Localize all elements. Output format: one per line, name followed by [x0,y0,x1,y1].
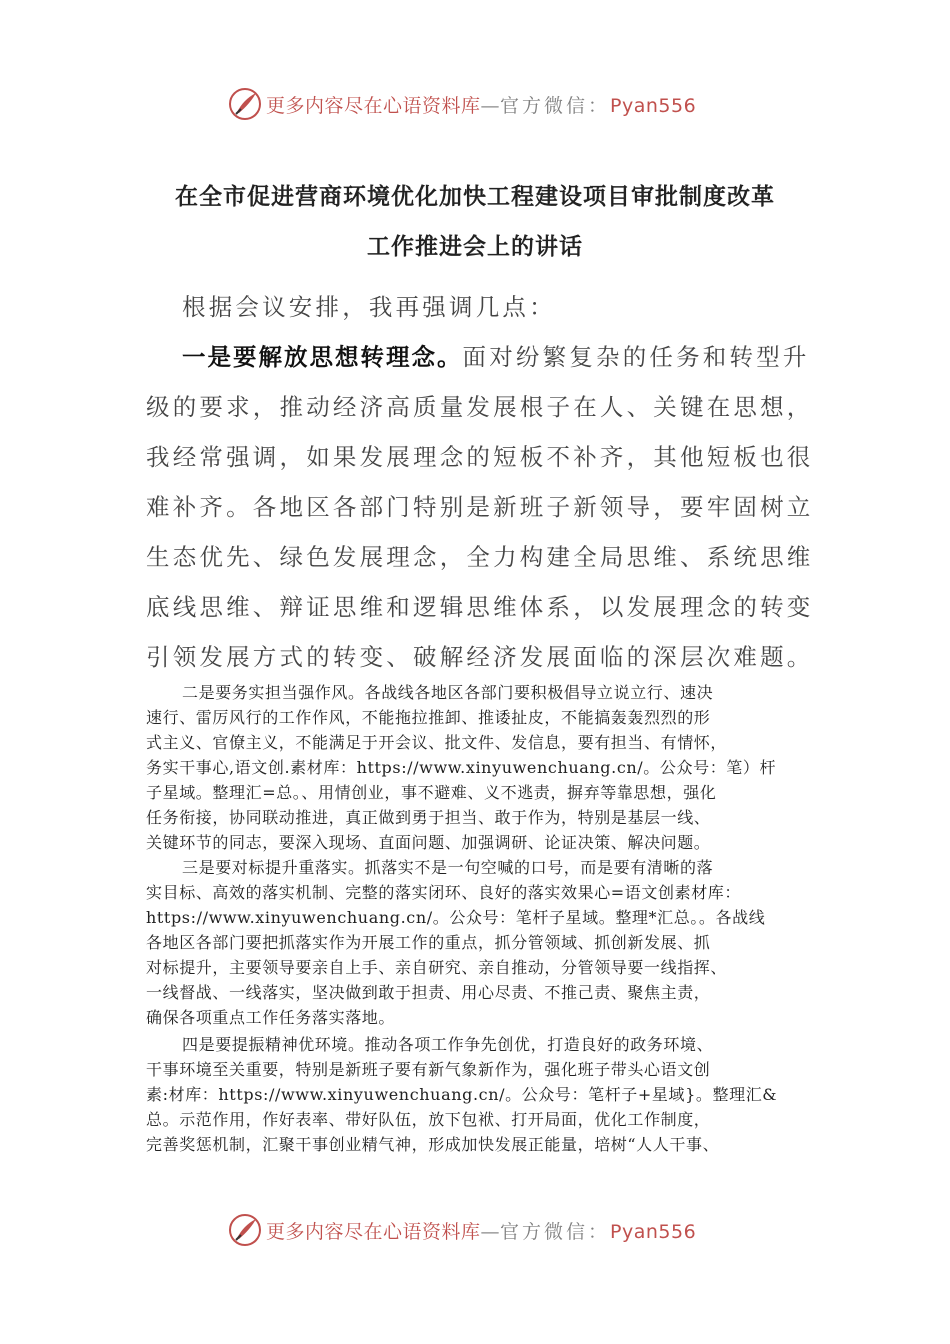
point1-line-1: 级的要求，推动经济高质量发展根子在人、关键在思想， [146,393,814,421]
watermark-brand: 更多内容尽在心语资料库 [266,94,481,117]
point3-line-6: 确保各项重点工作任务落实落地。 [146,1008,396,1027]
quill-logo-icon [228,1213,262,1247]
point2-line-6: 关键环节的同志，要深入现场、直面问题、加强调研、论证决策、解决问题。 [146,833,711,852]
point2-line-5: 任务衔接，协同联动推进，真正做到勇于担当、敢于作为，特别是基层一线、 [146,808,711,827]
point1-heading: 一是要解放思想转理念。 [182,343,463,371]
watermark-dash: — [480,94,501,117]
point4-line-2: 素:材库：https://www.xinyuwenchuang.cn/。公众号：笔杆子+星域}。整理汇& [146,1085,778,1104]
watermark-dash: — [480,1220,501,1243]
point3-line-3: 各地区各部门要把抓落实作为开展工作的重点，抓分管领域、抓创新发展、抓 [146,933,711,952]
point1-text-0: 面对纷繁复杂的任务和转型升 [462,343,810,371]
watermark-account: Pyan556 [610,1220,697,1243]
point3-line-2: https://www.xinyuwenchuang.cn/。公众号：笔杆子星域。整理*汇总。。各战线 [146,908,766,927]
point1-line-0 [182,332,842,382]
point3-line-1: 实目标、高效的落实机制、完整的落实闭环、良好的落实效果心=语文创素材库： [146,883,742,902]
quill-logo-icon [228,87,262,121]
watermark-footer [228,1210,728,1250]
point3-line-5: 一线督战、一线落实，坚决做到敢于担责、用心尽责、不推己责、聚焦主责， [146,983,711,1002]
watermark-official: 官方微信： [500,1220,611,1243]
point1-line-2: 我经常强调，如果发展理念的短板不补齐，其他短板也很 [146,443,814,471]
point1-line-6: 引领发展方式的转变、破解经济发展面临的深层次难题。 [146,643,814,671]
point2-line-1: 速行、雷厉风行的工作作风，不能拖拉推卸、推诿扯皮，不能搞轰轰烈烈的形 [146,708,711,727]
point2-line-3: 务实干事心,语文创.素材库：https://www.xinyuwenchuang.cn/。公众号：笔）杆 [146,758,777,777]
point2-line-4: 子星域。整理汇=总。、用情创业，事不避难、义不逃责，摒弃等靠思想，强化 [146,783,717,802]
title-line-2: 工作推进会上的讲话 [367,234,583,260]
point3-line-4: 对标提升，主要领导要亲自上手、亲自研究、亲自推动，分管领导要一线指挥、 [146,958,728,977]
point4-line-0: 四是要提振精神优环境。推动各项工作争先创优，打造良好的政务环境、 [182,1035,714,1054]
point1-line-4: 生态优先、绿色发展理念，全力构建全局思维、系统思维 [146,543,814,571]
watermark-official: 官方微信： [500,94,611,117]
title-line-1: 在全市促进营商环境优化加快工程建设项目审批制度改革 [175,184,775,210]
point2-line-2: 式主义、官僚主义，不能满足于开会议、批文件、发信息，要有担当、有情怀， [146,733,728,752]
point4-line-1: 干事环境至关重要，特别是新班子要有新气象新作为，强化班子带头心语文创 [146,1060,711,1079]
point1-line-5: 底线思维、辩证思维和逻辑思维体系，以发展理念的转变 [146,593,814,621]
point2-line-0: 二是要务实担当强作风。各战线各地区各部门要积极倡导立说立行、速决 [182,683,714,702]
watermark-header [228,84,728,124]
intro-paragraph: 根据会议安排，我再强调几点： [182,293,556,321]
point1-line-3: 难补齐。各地区各部门特别是新班子新领导，要牢固树立 [146,493,814,521]
watermark-account: Pyan556 [610,94,697,117]
point4-line-4: 完善奖惩机制，汇聚干事创业精气神，形成加快发展正能量，培树“人人干事、 [146,1135,720,1154]
point3-line-0: 三是要对标提升重落实。抓落实不是一句空喊的口号，而是要有清晰的落 [182,858,714,877]
point4-line-3: 总。示范作用，作好表率、带好队伍，放下包袱、打开局面，优化工作制度， [146,1110,711,1129]
watermark-brand: 更多内容尽在心语资料库 [266,1220,481,1243]
